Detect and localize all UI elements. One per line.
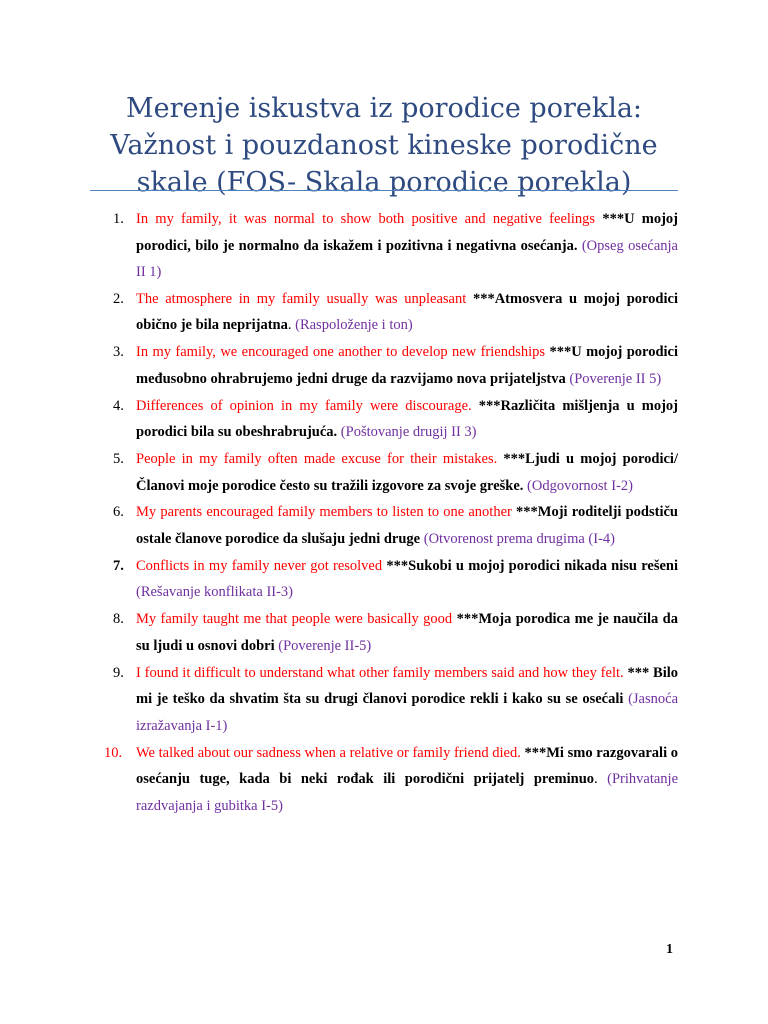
item-serbian-text: ***Mi smo razgovarali o osećanju tuge, kada bi neki rođak ili porodični prijatelj preminuo: [136, 744, 679, 788]
item-list: [90, 206, 678, 819]
item-number: 4.: [113, 397, 124, 414]
item-punctuation: .: [287, 317, 292, 334]
item-serbian-text: ***Moja porodica me je naučila da su ljudi u osnovi dobri: [136, 611, 678, 654]
title-divider: [90, 190, 678, 191]
item-category-tag: (Opseg osećanja II 1): [136, 237, 678, 280]
list-item: [90, 606, 678, 659]
item-category-tag: (Otvorenost prema drugima (I-4): [423, 530, 615, 547]
item-category-tag: (Jasnoća izražavanja I-1): [136, 691, 678, 734]
item-english-text: In my family, it was normal to show both positive and negative feelings: [136, 211, 596, 227]
item-category-tag: (Poštovanje drugij II 3): [340, 424, 477, 441]
list-item: [90, 660, 678, 740]
item-serbian-text: ***Različita mišljenja u mojoj porodici bila su obeshrabrujuća.: [136, 397, 678, 441]
item-english-text: People in my family often made excuse for their mistakes.: [136, 451, 498, 468]
item-serbian-text: ***Atmosvera u mojoj porodici obično je bila neprijatna: [136, 290, 678, 334]
item-serbian-text: ***Moji roditelji podstiču ostale članove porodice da slušaju jedni druge: [136, 504, 678, 547]
list-item: [90, 740, 678, 820]
list-item: [90, 393, 678, 446]
item-category-tag: (Odgovornost I-2): [527, 477, 633, 494]
list-item: [90, 499, 678, 552]
item-number: 7.: [113, 557, 124, 574]
item-category-tag: (Raspoloženje i ton): [295, 317, 413, 334]
item-category-tag: (Prihvatanje razdvajanja i gubitka I-5): [136, 771, 679, 814]
document-title: Merenje iskustva iz porodice porekla: Važnost i pouzdanost kineske porodične skale (FOS- Skala porodice porekla): [110, 93, 658, 198]
item-english-text: In my family, we encouraged one another to develop new friendships: [136, 344, 546, 361]
item-serbian-text: ***Ljudi u mojoj porodici/Članovi moje porodice često su tražili izgovore za svoje greške.: [136, 451, 678, 494]
item-english-text: Conflicts in my family never got resolved: [136, 557, 383, 574]
item-category-tag: (Rešavanje konflikata II-3): [136, 584, 294, 601]
item-number: 6.: [113, 504, 124, 521]
item-english-text: I found it difficult to understand what other family members said and how they felt.: [136, 664, 624, 681]
list-item: [90, 206, 678, 286]
list-item: [90, 446, 678, 499]
item-category-tag: (Poverenje II-5): [278, 637, 372, 654]
item-english-text: The atmosphere in my family usually was unpleasant: [136, 290, 467, 307]
list-item: [90, 553, 678, 606]
item-serbian-text: *** Bilo mi je teško da shvatim šta su drugi članovi porodice rekli i kako su se osećali: [136, 664, 679, 708]
item-number: 8.: [113, 611, 124, 628]
item-number: 9.: [113, 664, 124, 681]
item-number: 2.: [113, 290, 124, 307]
item-category-tag: (Poverenje II 5): [569, 370, 662, 387]
item-serbian-text: ***Sukobi u mojoj porodici nikada nisu rešeni: [386, 557, 679, 574]
item-english-text: My parents encouraged family members to listen to one another: [136, 504, 512, 521]
item-number: 10.: [104, 744, 123, 761]
item-english-text: We talked about our sadness when a relative or family friend died.: [136, 744, 521, 761]
page-number: 1: [666, 942, 673, 957]
item-english-text: My family taught me that people were basically good: [136, 611, 453, 628]
item-serbian-text: ***U mojoj porodici međusobno ohrabrujemo jedni druge da razvijamo nova prijateljstva: [136, 344, 679, 387]
list-item: [90, 339, 678, 392]
list-item: [90, 286, 678, 339]
item-serbian-text: ***U mojoj porodici, bilo je normalno da iskažem i pozitivna i negativna osećanja.: [136, 211, 678, 254]
item-number: 1.: [113, 211, 124, 227]
item-number: 3.: [113, 344, 124, 361]
item-english-text: Differences of opinion in my family were discourage.: [136, 397, 472, 414]
item-punctuation: .: [594, 771, 598, 788]
item-number: 5.: [113, 451, 124, 468]
